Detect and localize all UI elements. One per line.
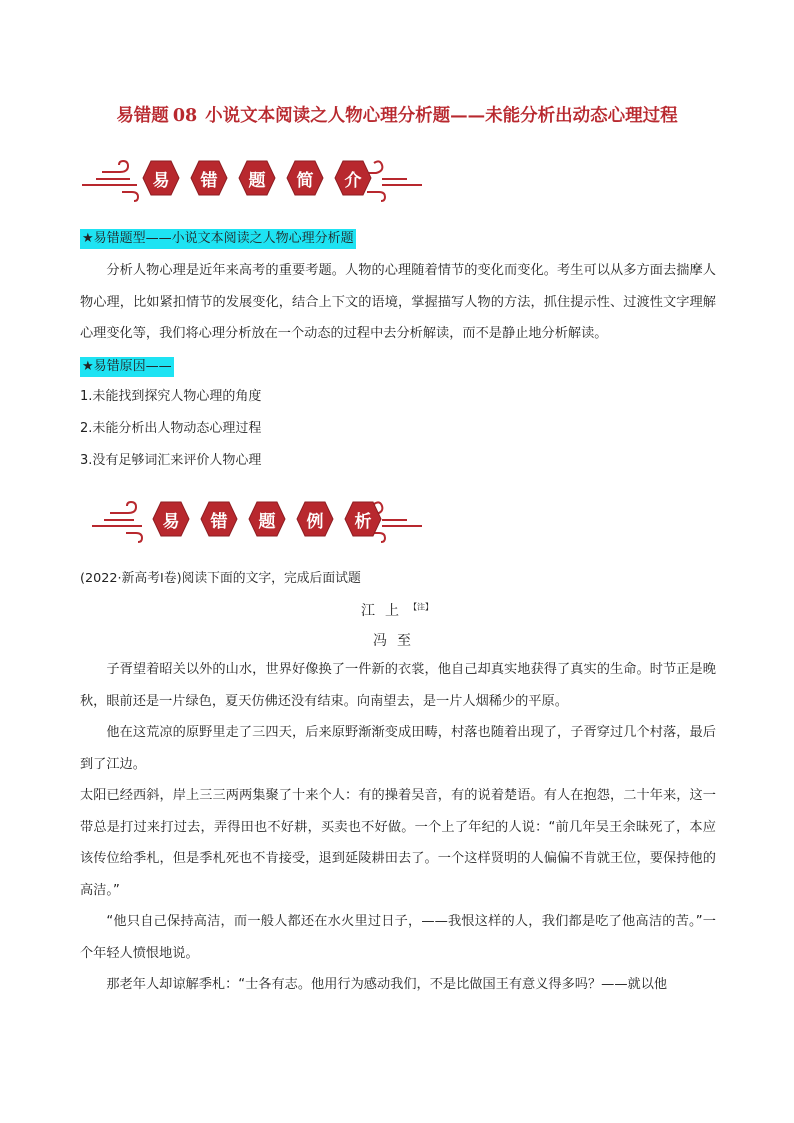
story-author: 冯至 bbox=[373, 633, 421, 649]
banner-hex bbox=[286, 160, 324, 196]
page-title bbox=[60, 102, 734, 127]
intro-text: 分析人物心理是近年来高考的重要考题。人物的心理随着情节的变化而变化。考生可以从多方面去揣摩人物心理，比如紧扣情节的发展变化，结合上下文的语境，掌握描写人物的方法，抓住提示性、过渡性文字理解心理变化等，我们将心理分析放在一个动态的过程中去分析解读，而不是静止地分析解读。 bbox=[80, 263, 716, 341]
story-body bbox=[80, 654, 716, 1001]
banner-hex bbox=[190, 160, 228, 196]
title-main: 小说文本阅读之人物心理分析题——未能分析出动态心理过程 bbox=[205, 106, 678, 126]
banner-char: 题 bbox=[258, 511, 276, 532]
banner-char: 例 bbox=[306, 511, 324, 532]
banner-hex bbox=[200, 501, 238, 537]
banner-char: 易 bbox=[162, 511, 180, 532]
example-source: (2022·新高考Ⅰ卷)阅读下面的文字，完成后面试题 bbox=[80, 571, 361, 586]
story-paragraph: “他只自己保持高洁，而一般人都还在水火里过日子，——我恨这样的人，我们都是吃了他高洁的苦。”一个年轻人愤恨地说。 bbox=[80, 914, 716, 961]
section-heading-reason: ★易错原因—— bbox=[80, 357, 174, 377]
story-paragraph: 那老年人却谅解季札：“士各有志。他用行为感动我们，不是比做国王有意义得多吗？——就以他 bbox=[106, 977, 668, 992]
section-heading-type: ★易错题型——小说文本阅读之人物心理分析题 bbox=[80, 229, 356, 249]
reason-item: 1.未能找到探究人物心理的角度 bbox=[80, 389, 262, 404]
reason-item: 2.未能分析出人物动态心理过程 bbox=[80, 421, 262, 436]
banner-hex bbox=[142, 160, 180, 196]
banner-char: 析 bbox=[354, 511, 372, 532]
banner-char: 易 bbox=[152, 170, 170, 191]
title-prefix: 易错题 bbox=[116, 106, 169, 126]
banner-hex bbox=[248, 501, 286, 537]
intro-paragraph bbox=[80, 255, 716, 350]
banner-chars bbox=[142, 150, 436, 206]
section-banner-intro bbox=[82, 150, 422, 206]
banner-char: 题 bbox=[248, 170, 266, 191]
banner-char: 简 bbox=[296, 170, 314, 191]
section-banner-example bbox=[82, 491, 422, 547]
banner-hex bbox=[296, 501, 334, 537]
banner-hex bbox=[334, 160, 372, 196]
reason-item: 3.没有足够词汇来评价人物心理 bbox=[80, 453, 262, 468]
banner-char: 介 bbox=[344, 170, 362, 191]
banner-hex bbox=[238, 160, 276, 196]
story-title-text: 江上 bbox=[361, 603, 409, 619]
story-title bbox=[0, 600, 794, 620]
story-paragraph: 他在这荒凉的原野里走了三四天，后来原野渐渐变成田畴，村落也随着出现了，子胥穿过几个村落，最后到了江边。 bbox=[80, 725, 716, 772]
story-paragraph: 子胥望着昭关以外的山水，世界好像换了一件新的衣裳，他自己却真实地获得了真实的生命。时节正是晚秋，眼前还是一片绿色，夏天仿佛还没有结束。向南望去，是一片人烟稀少的平原。 bbox=[80, 662, 716, 709]
banner-hex bbox=[344, 501, 382, 537]
banner-chars bbox=[152, 491, 446, 547]
banner-char: 错 bbox=[200, 170, 218, 191]
banner-hex bbox=[152, 501, 190, 537]
story-note: 【注】 bbox=[409, 602, 433, 612]
story-paragraph: 太阳已经西斜，岸上三三两两集聚了十来个人：有的操着吴音，有的说着楚语。有人在抱怨，二十年来，这一带总是打过来打过去，弄得田也不好耕，买卖也不好做。一个上了年纪的人说：“前几年吴王余昧死了，本应该传位给季札，但是季札死也不肯接受，退到延陵耕田去了。一个这样贤明的人偏偏不肯就王位，要保持他的高洁。” bbox=[80, 788, 716, 898]
banner-char: 错 bbox=[210, 511, 228, 532]
title-code: 08 bbox=[172, 106, 198, 126]
